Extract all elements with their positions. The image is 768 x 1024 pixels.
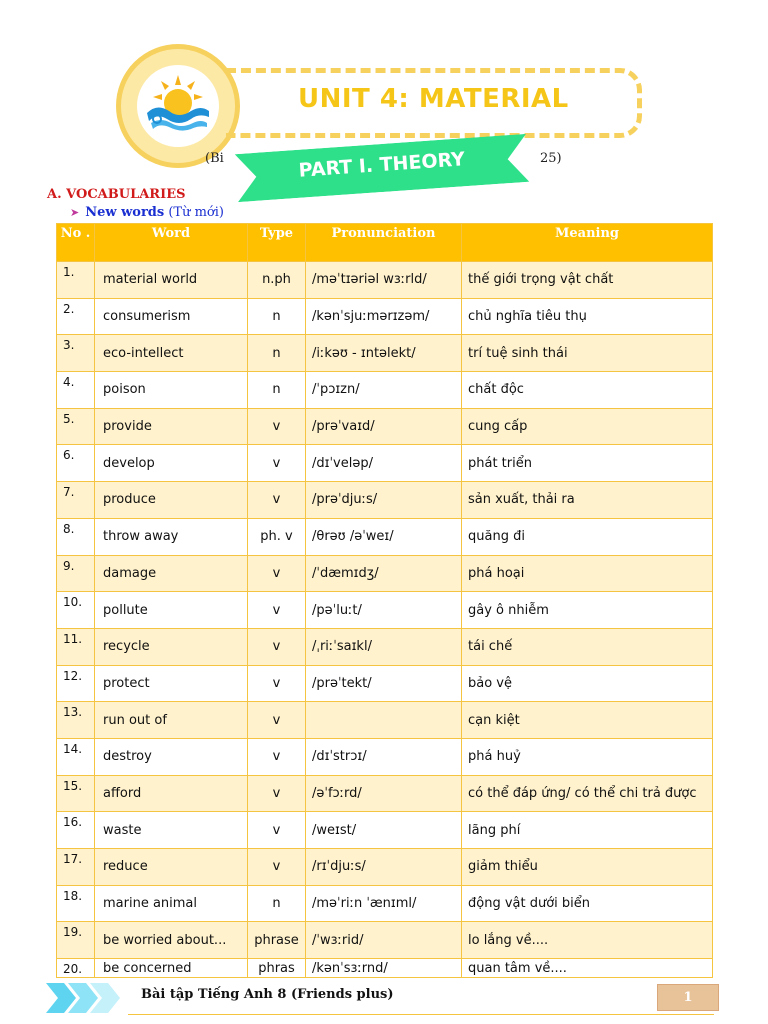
meaning-cell: có thể đáp ứng/ có thể chi trả được xyxy=(462,775,713,812)
pronunciation-cell: /ˌriːˈsaɪkl/ xyxy=(306,628,462,665)
type-cell: v xyxy=(248,555,306,592)
word-cell: protect xyxy=(95,665,248,702)
word-cell: develop xyxy=(95,445,248,482)
row-number: 6. xyxy=(57,445,95,482)
word-cell: provide xyxy=(95,408,248,445)
meaning-cell: thế giới trọng vật chất xyxy=(462,262,713,299)
type-cell: n xyxy=(248,335,306,372)
table-row xyxy=(57,555,713,592)
word-cell: throw away xyxy=(95,518,248,555)
word-cell: damage xyxy=(95,555,248,592)
table-row xyxy=(57,628,713,665)
sub-heading-note: (Từ mới) xyxy=(168,205,224,220)
table-row xyxy=(57,849,713,886)
table-row xyxy=(57,959,713,978)
type-cell: v xyxy=(248,628,306,665)
word-cell: afford xyxy=(95,775,248,812)
footer-book-title: Bài tập Tiếng Anh 8 (Friends plus) xyxy=(141,987,394,1002)
pronunciation-cell: /prəˈvaɪd/ xyxy=(306,408,462,445)
type-cell: v xyxy=(248,592,306,629)
meaning-cell: sản xuất, thải ra xyxy=(462,482,713,519)
table-row xyxy=(57,665,713,702)
meaning-cell: cung cấp xyxy=(462,408,713,445)
meaning-cell: cạn kiệt xyxy=(462,702,713,739)
type-cell: n xyxy=(248,298,306,335)
pronunciation-cell xyxy=(306,702,462,739)
column-header-no: No . xyxy=(57,224,95,262)
row-number: 19. xyxy=(57,922,95,959)
meaning-cell: quan tâm về.... xyxy=(462,959,713,978)
type-cell: ph. v xyxy=(248,518,306,555)
logo-inner xyxy=(137,65,219,147)
meaning-cell: trí tuệ sinh thái xyxy=(462,335,713,372)
row-number: 4. xyxy=(57,372,95,409)
page-number-badge: 1 xyxy=(657,984,719,1011)
row-number: 18. xyxy=(57,885,95,922)
pronunciation-cell: /məˈtɪəriəl wɜːrld/ xyxy=(306,262,462,299)
table-row xyxy=(57,335,713,372)
meaning-cell: phá huỷ xyxy=(462,738,713,775)
type-cell: v xyxy=(248,408,306,445)
row-number: 1. xyxy=(57,262,95,299)
table-row xyxy=(57,702,713,739)
row-number: 10. xyxy=(57,592,95,629)
word-cell: eco-intellect xyxy=(95,335,248,372)
word-cell: recycle xyxy=(95,628,248,665)
sub-heading-bold: New words xyxy=(85,205,165,220)
word-cell: marine animal xyxy=(95,885,248,922)
part-label: PART I. THEORY xyxy=(297,148,466,182)
table-header-row xyxy=(57,224,713,262)
type-cell: v xyxy=(248,482,306,519)
word-cell: be concerned xyxy=(95,959,248,978)
sun-wave-logo-icon xyxy=(137,65,219,147)
table-row xyxy=(57,482,713,519)
arrow-bullet-icon: ➤ xyxy=(70,206,80,219)
pronunciation-cell: /məˈriːn ˈænɪml/ xyxy=(306,885,462,922)
meaning-cell: phát triển xyxy=(462,445,713,482)
meaning-cell: chất độc xyxy=(462,372,713,409)
table-row xyxy=(57,775,713,812)
column-header-type: Type xyxy=(248,224,306,262)
table-row xyxy=(57,518,713,555)
meaning-cell: lãng phí xyxy=(462,812,713,849)
type-cell: v xyxy=(248,702,306,739)
row-number: 16. xyxy=(57,812,95,849)
meaning-cell: chủ nghĩa tiêu thụ xyxy=(462,298,713,335)
meaning-cell: bảo vệ xyxy=(462,665,713,702)
row-number: 5. xyxy=(57,408,95,445)
type-cell: v xyxy=(248,849,306,886)
word-cell: be worried about... xyxy=(95,922,248,959)
section-heading: A. VOCABULARIES xyxy=(47,187,186,202)
type-cell: v xyxy=(248,738,306,775)
table-row xyxy=(57,408,713,445)
row-number: 20. xyxy=(57,959,95,978)
row-number: 15. xyxy=(57,775,95,812)
meaning-cell: lo lắng về.... xyxy=(462,922,713,959)
type-cell: v xyxy=(248,775,306,812)
pronunciation-cell: /kənˈsjuːmərɪzəm/ xyxy=(306,298,462,335)
table-row xyxy=(57,445,713,482)
sub-heading xyxy=(70,205,224,220)
meaning-cell: quăng đi xyxy=(462,518,713,555)
word-cell: produce xyxy=(95,482,248,519)
word-cell: reduce xyxy=(95,849,248,886)
pronunciation-cell: /pəˈluːt/ xyxy=(306,592,462,629)
row-number: 12. xyxy=(57,665,95,702)
meaning-cell: động vật dưới biển xyxy=(462,885,713,922)
vocabulary-table xyxy=(56,223,713,978)
pronunciation-cell: /kənˈsɜːrnd/ xyxy=(306,959,462,978)
word-cell: destroy xyxy=(95,738,248,775)
pronunciation-cell: /weɪst/ xyxy=(306,812,462,849)
column-header-meaning: Meaning xyxy=(462,224,713,262)
pronunciation-cell: /dɪˈveləp/ xyxy=(306,445,462,482)
meaning-cell: gây ô nhiễm xyxy=(462,592,713,629)
table-row xyxy=(57,592,713,629)
row-number: 11. xyxy=(57,628,95,665)
column-header-word: Word xyxy=(95,224,248,262)
word-cell: consumerism xyxy=(95,298,248,335)
column-header-pronunciation: Pronunciation xyxy=(306,224,462,262)
table-row xyxy=(57,738,713,775)
pronunciation-cell: /rɪˈdjuːs/ xyxy=(306,849,462,886)
pronunciation-cell: /prəˈdjuːs/ xyxy=(306,482,462,519)
table-row xyxy=(57,885,713,922)
row-number: 3. xyxy=(57,335,95,372)
footer-divider xyxy=(128,1014,714,1015)
pronunciation-cell: /prəˈtekt/ xyxy=(306,665,462,702)
word-cell: material world xyxy=(95,262,248,299)
type-cell: phras xyxy=(248,959,306,978)
word-cell: pollute xyxy=(95,592,248,629)
table-body xyxy=(57,262,713,978)
row-number: 2. xyxy=(57,298,95,335)
type-cell: v xyxy=(248,665,306,702)
word-cell: run out of xyxy=(95,702,248,739)
type-cell: v xyxy=(248,812,306,849)
type-cell: phrase xyxy=(248,922,306,959)
table-row xyxy=(57,262,713,299)
type-cell: n xyxy=(248,372,306,409)
meaning-cell: tái chế xyxy=(462,628,713,665)
row-number: 17. xyxy=(57,849,95,886)
table-row xyxy=(57,298,713,335)
table-row xyxy=(57,922,713,959)
meaning-cell: giảm thiểu xyxy=(462,849,713,886)
row-number: 9. xyxy=(57,555,95,592)
chevron-arrows-icon xyxy=(46,983,126,1013)
unit-title: UNIT 4: MATERIAL xyxy=(298,84,569,114)
table-row xyxy=(57,812,713,849)
type-cell: v xyxy=(248,445,306,482)
pronunciation-cell: /əˈfɔːrd/ xyxy=(306,775,462,812)
word-cell: poison xyxy=(95,372,248,409)
pronunciation-cell: /θrəʊ /əˈweɪ/ xyxy=(306,518,462,555)
pronunciation-cell: /ˈwɜːrid/ xyxy=(306,922,462,959)
part-ribbon xyxy=(235,134,530,202)
type-cell: n.ph xyxy=(248,262,306,299)
word-cell: waste xyxy=(95,812,248,849)
row-number: 7. xyxy=(57,482,95,519)
pronunciation-cell: /dɪˈstrɔɪ/ xyxy=(306,738,462,775)
meaning-cell: phá hoại xyxy=(462,555,713,592)
unit-logo xyxy=(116,44,240,168)
pronunciation-cell: /ˈpɔɪzn/ xyxy=(306,372,462,409)
pronunciation-cell: /iːkəʊ - ɪntəlekt/ xyxy=(306,335,462,372)
subtitle-left-fragment: (Bi xyxy=(205,151,224,166)
row-number: 8. xyxy=(57,518,95,555)
type-cell: n xyxy=(248,885,306,922)
row-number: 13. xyxy=(57,702,95,739)
subtitle-right-fragment: 25) xyxy=(540,151,562,166)
table-row xyxy=(57,372,713,409)
row-number: 14. xyxy=(57,738,95,775)
pronunciation-cell: /ˈdæmɪdʒ/ xyxy=(306,555,462,592)
